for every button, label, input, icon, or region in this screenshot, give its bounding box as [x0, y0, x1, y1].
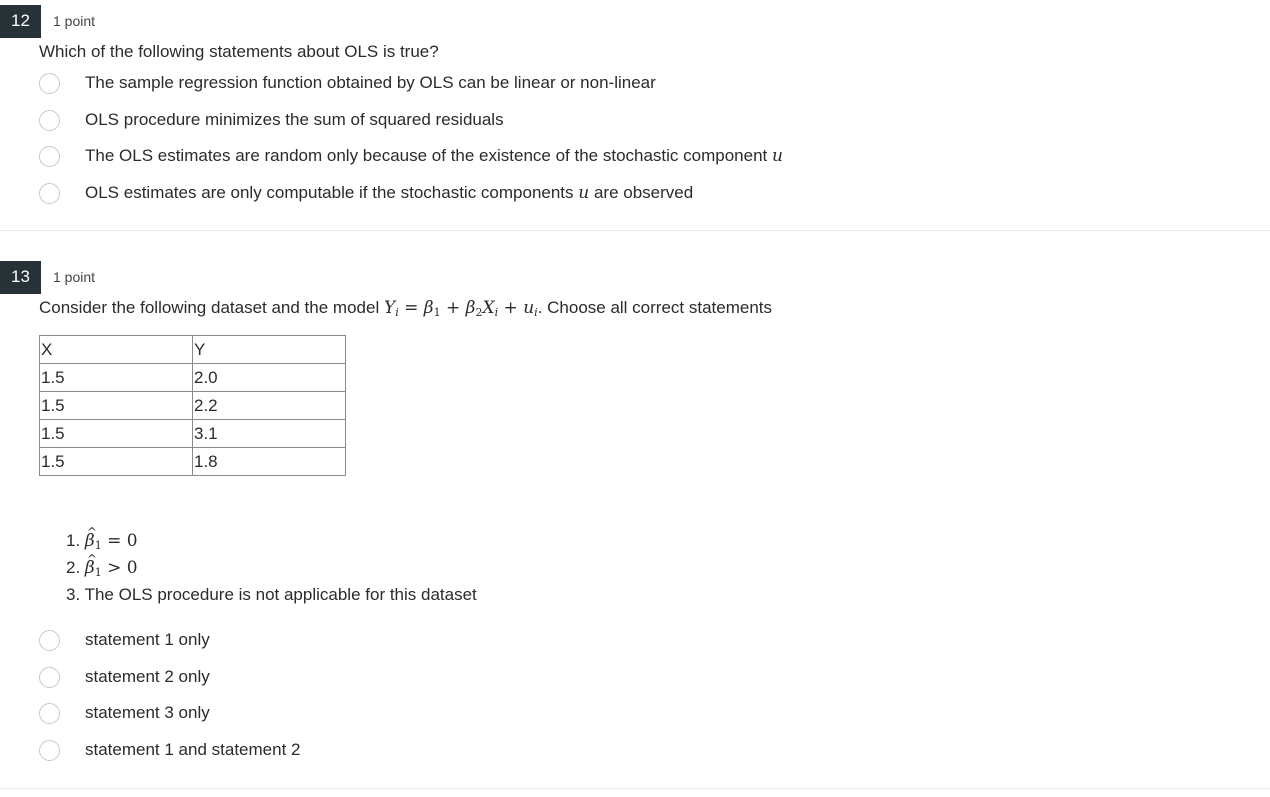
radio-button[interactable]	[39, 146, 60, 167]
question-prompt: Consider the following dataset and the model $Y_i = \beta_1 + \beta_2X_i + u_i$. Choose all correct statements	[39, 298, 773, 319]
table-cell: 3.1	[193, 420, 346, 448]
question-12	[0, 0, 1270, 231]
model-equation: $Y_i = \beta_1 + \beta_2X_i + u_i$	[383, 298, 538, 319]
table-row	[40, 420, 346, 448]
radio-button[interactable]	[39, 740, 60, 761]
statement-2: 2. ^ $\beta_1 > 0$	[66, 554, 477, 581]
radio-button[interactable]	[39, 110, 60, 131]
question-number: 12	[0, 5, 41, 38]
radio-button[interactable]	[39, 703, 60, 724]
table-cell: 2.2	[193, 392, 346, 420]
radio-button[interactable]	[39, 73, 60, 94]
option-3[interactable]	[39, 145, 839, 171]
table-cell: 1.5	[40, 392, 193, 420]
option-label: statement 1 and statement 2	[85, 740, 301, 759]
option-1[interactable]	[39, 72, 839, 98]
option-2[interactable]	[39, 666, 839, 692]
statement-1: 1. ^ $\beta_1 = 0$	[66, 527, 477, 554]
table-cell: 1.5	[40, 420, 193, 448]
table-cell: 1.5	[40, 448, 193, 476]
table-header-row	[40, 336, 346, 364]
table-cell: 2.0	[193, 364, 346, 392]
option-label: The OLS estimates are random only because of the existence of the stochastic component u	[85, 146, 783, 166]
option-4[interactable]	[39, 182, 839, 208]
statement-list	[66, 527, 477, 608]
table-row	[40, 392, 346, 420]
option-label: OLS estimates are only computable if the stochastic components u are observed	[85, 183, 694, 203]
radio-button[interactable]	[39, 630, 60, 651]
question-points: 1 point	[53, 269, 96, 285]
option-2[interactable]	[39, 109, 839, 135]
statement-3: 3. The OLS procedure is not applicable for this dataset	[66, 585, 477, 604]
question-points: 1 point	[53, 13, 96, 29]
option-label: statement 3 only	[85, 703, 210, 722]
column-header-y: Y	[193, 336, 346, 364]
option-label: The sample regression function obtained by OLS can be linear or non-linear	[85, 73, 656, 92]
radio-button[interactable]	[39, 667, 60, 688]
question-prompt: Which of the following statements about OLS is true?	[39, 42, 439, 61]
dataset-table	[39, 335, 346, 476]
option-label: statement 2 only	[85, 667, 210, 686]
column-header-x: X	[40, 336, 193, 364]
question-13	[0, 256, 1270, 789]
radio-button[interactable]	[39, 183, 60, 204]
option-label: statement 1 only	[85, 630, 210, 649]
option-label: OLS procedure minimizes the sum of squared residuals	[85, 110, 504, 129]
table-cell: 1.5	[40, 364, 193, 392]
table-row	[40, 364, 346, 392]
question-number: 13	[0, 261, 41, 294]
table-row	[40, 448, 346, 476]
option-3[interactable]	[39, 702, 839, 728]
table-cell: 1.8	[193, 448, 346, 476]
option-4[interactable]	[39, 739, 839, 765]
option-1[interactable]	[39, 629, 839, 655]
